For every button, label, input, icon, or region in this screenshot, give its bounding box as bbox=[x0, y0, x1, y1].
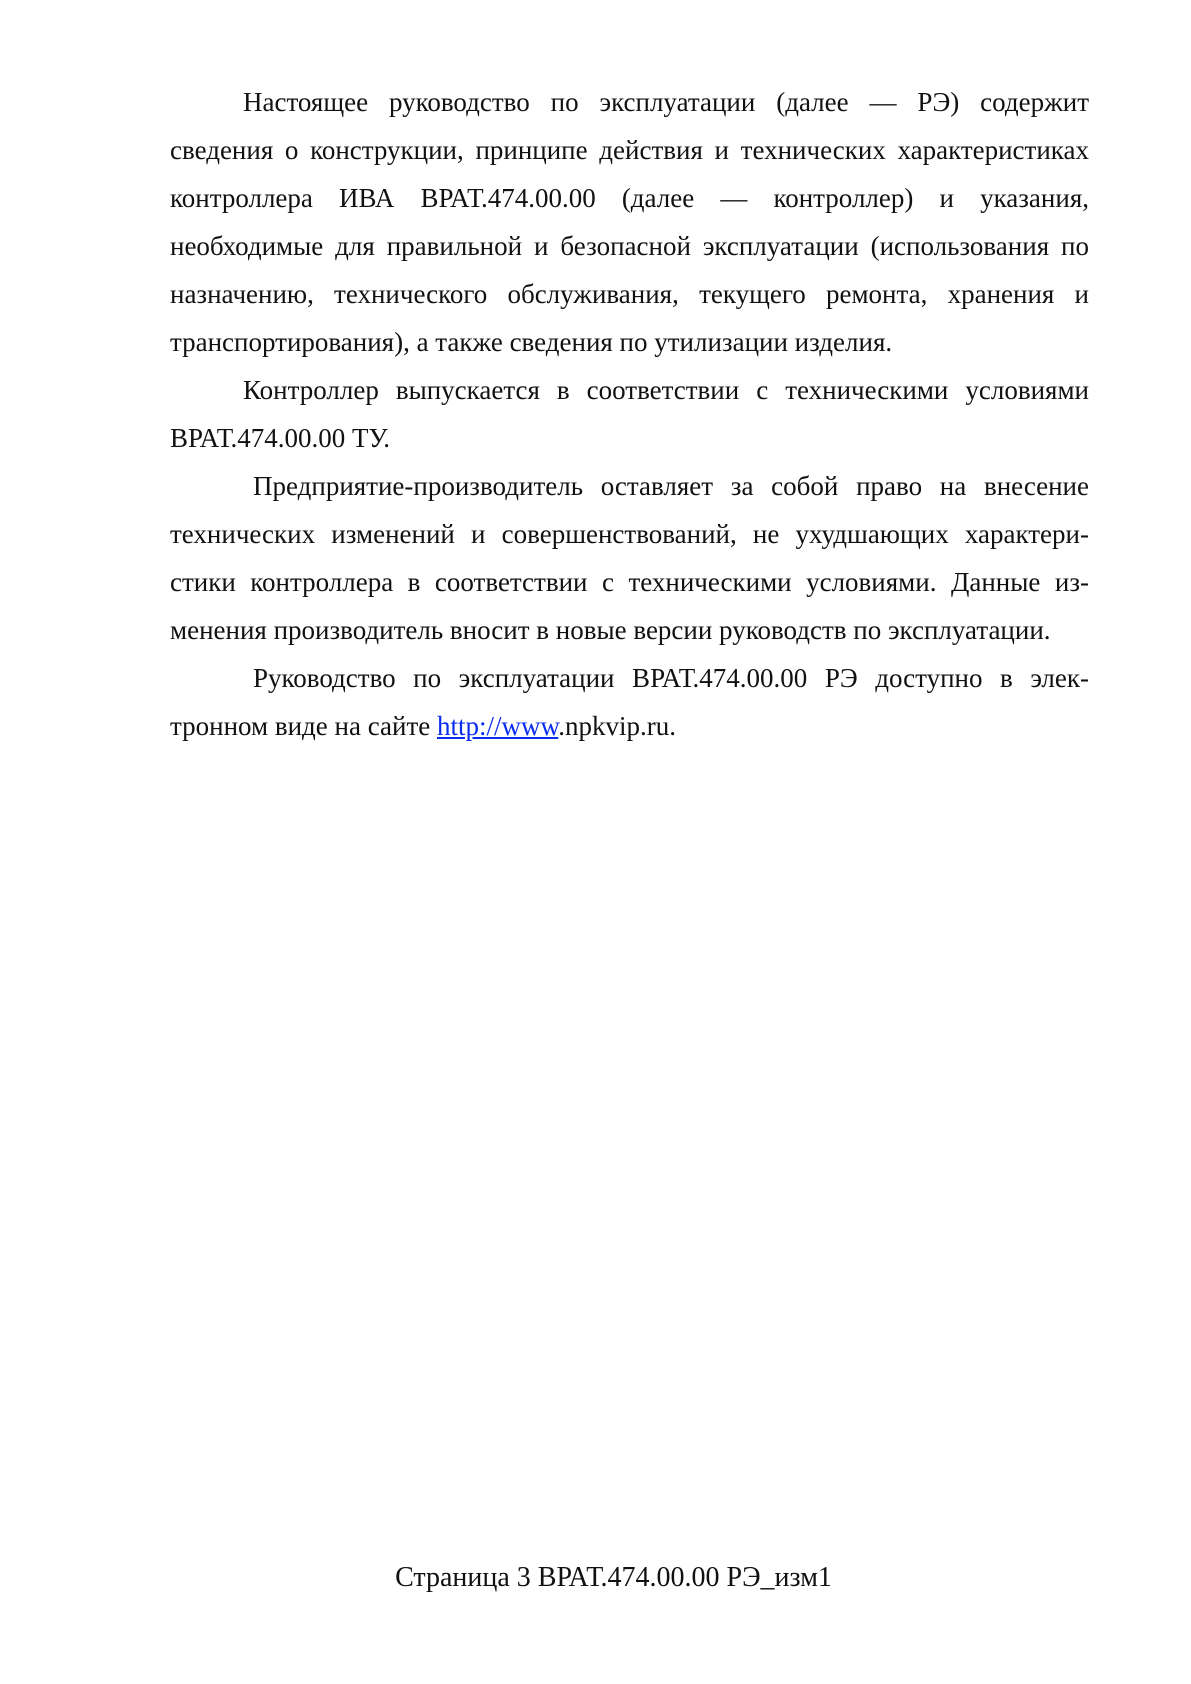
online-manual-text: Руководство по эксплуатации ВРАТ.474.00.00 РЭ доступно в электронном виде на сайте bbox=[170, 663, 1089, 741]
website-domain-text: .npkvip.ru. bbox=[558, 711, 676, 741]
paragraph-manufacturer-rights: Предприятие-производитель оставляет за собой право на внесение технических изменений и совершенствований, не ухудшающих характеристики контроллера в соответствии с техническими условиями. Данные изменения производитель вносит в новые версии руководств по эксплуатации. bbox=[170, 471, 1089, 645]
paragraph-online-manual bbox=[170, 654, 1089, 750]
document-body bbox=[170, 78, 1089, 750]
website-link[interactable]: http://www bbox=[436, 711, 559, 741]
paragraph-intro: Настоящее руководство по эксплуатации (далее — РЭ) содержит сведения о конструкции, принципе действия и технических характеристиках контроллера ИВА ВРАТ.474.00.00 (далее — контроллер) и указания, необходимые для правильной и безопасной эксплуатации (использования по назначению, технического обслуживания, текущего ремонта, хранения и транспортирования), а также сведения по утилизации изделия. bbox=[170, 87, 1089, 357]
page-footer: Страница 3 ВРАТ.474.00.00 РЭ_изм1 bbox=[395, 1562, 832, 1593]
paragraph-specifications: Контроллер выпускается в соответствии с техническими условиями ВРАТ.474.00.00 ТУ. bbox=[170, 375, 1089, 453]
